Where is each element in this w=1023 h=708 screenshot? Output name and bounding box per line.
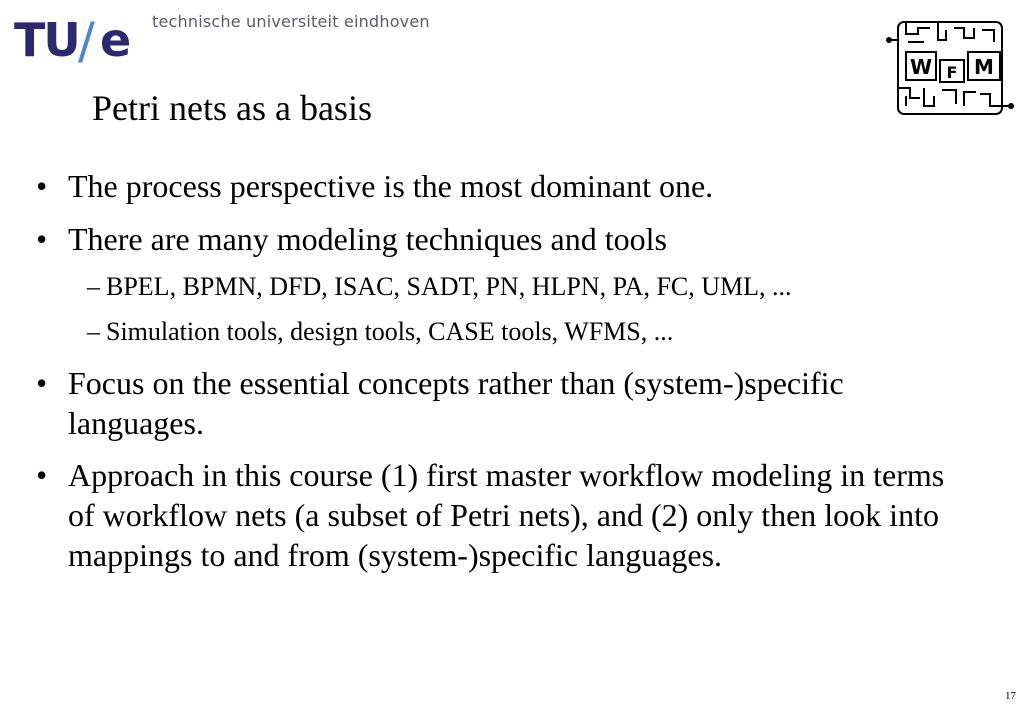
bullet-dot: • (36, 365, 48, 401)
svg-text:e: e (100, 13, 132, 67)
svg-text:/: / (78, 12, 95, 70)
bullet-text: Focus on the essential concepts rather than (system-)specific languages. (68, 365, 844, 441)
sub-bullet-text: BPEL, BPMN, DFD, ISAC, SADT, PN, HLPN, PA, FC, UML, ... (106, 272, 792, 301)
wfm-logo (884, 18, 1016, 120)
page-number: 17 (1005, 690, 1016, 702)
bullet-dot: • (36, 457, 48, 493)
svg-text:F: F (946, 63, 958, 82)
university-name: technische universiteit eindhoven (152, 12, 430, 31)
sub-bullet-dash: – (87, 317, 100, 346)
svg-text:W: W (909, 55, 933, 79)
svg-text:M: M (974, 55, 994, 79)
tue-logo (14, 12, 144, 70)
slide-title: Petri nets as a basis (92, 88, 372, 128)
svg-text:TU: TU (14, 13, 79, 67)
sub-bullet-item (87, 316, 673, 348)
bullet-dot: • (36, 168, 48, 204)
sub-bullet-item (87, 271, 792, 303)
sub-bullet-dash: – (87, 272, 100, 301)
bullet-text: Approach in this course (1) first master workflow modeling in terms of workflow nets (a subset of Petri nets), and (2) only then look into mappings to and from (system-)specific languages. (68, 457, 945, 573)
bullet-dot: • (36, 221, 48, 257)
bullet-text: There are many modeling techniques and tools (68, 221, 667, 257)
bullet-text: The process perspective is the most dominant one. (68, 168, 714, 204)
sub-bullet-text: Simulation tools, design tools, CASE tools, WFMS, ... (106, 317, 674, 346)
